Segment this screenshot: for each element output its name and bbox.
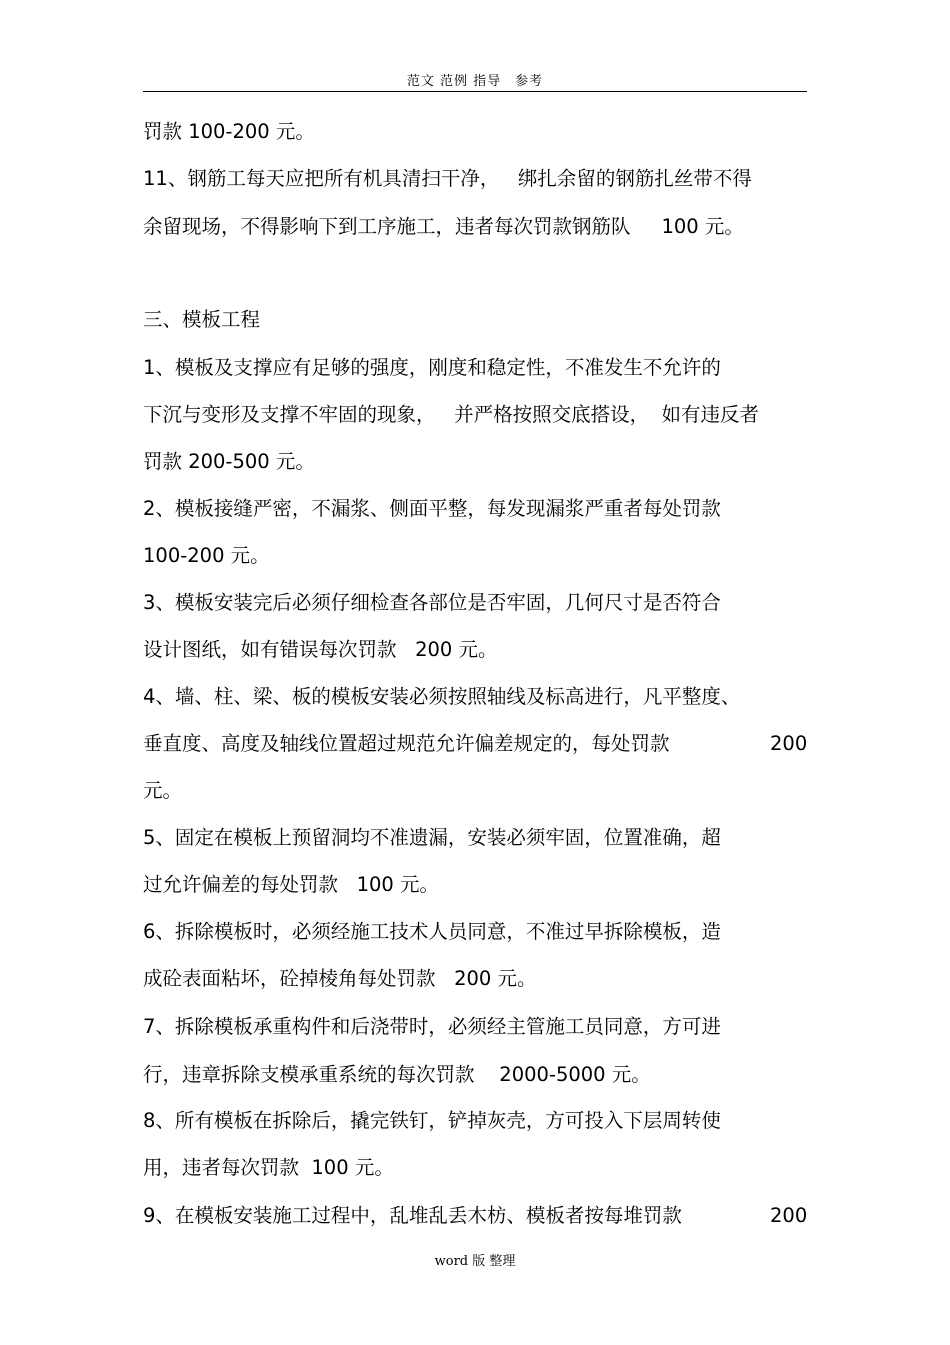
amount-value: 200 bbox=[770, 1204, 808, 1227]
text-line: 9、在模板安装施工过程中，乱堆乱丢木枋、模板者按每堆罚款 bbox=[143, 1204, 682, 1227]
text-line: 8、所有模板在拆除后，撬完铁钉，铲掉灰壳，方可投入下层周转使 bbox=[143, 1109, 721, 1132]
text-line: 2、模板接缝严密，不漏浆、侧面平整，每发现漏浆严重者每处罚款 bbox=[143, 497, 721, 520]
section-heading: 三、模板工程 bbox=[143, 308, 261, 331]
text-line: 设计图纸，如有错误每次罚款 200 元。 bbox=[143, 638, 498, 661]
text-line: 过允许偏差的每处罚款 100 元。 bbox=[143, 873, 440, 896]
text-line: 罚款 100-200 元。 bbox=[143, 120, 315, 143]
text-line: 1、模板及支撑应有足够的强度，刚度和稳定性，不准发生不允许的 bbox=[143, 356, 721, 379]
text-line: 行，违章拆除支模承重系统的每次罚款 2000-5000 元。 bbox=[143, 1063, 651, 1086]
text-line: 罚款 200-500 元。 bbox=[143, 450, 315, 473]
page-footer: word 版 整理 bbox=[434, 1254, 516, 1269]
text-line: 成砼表面粘坏，砼掉棱角每处罚款 200 元。 bbox=[143, 967, 537, 990]
text-line: 下沉与变形及支撑不牢固的现象， 并严格按照交底搭设， 如有违反者 bbox=[143, 403, 759, 426]
text-line: 7、拆除模板承重构件和后浇带时，必须经主管施工员同意，方可进 bbox=[143, 1015, 721, 1038]
text-line: 100-200 元。 bbox=[143, 544, 270, 567]
text-line: 余留现场，不得影响下到工序施工，违者每次罚款钢筋队 100 元。 bbox=[143, 215, 744, 238]
text-line: 4、墙、柱、梁、板的模板安装必须按照轴线及标高进行，凡平整度、 bbox=[143, 685, 741, 708]
text-line: 用，违者每次罚款 100 元。 bbox=[143, 1156, 394, 1179]
text-line: 元。 bbox=[143, 779, 183, 802]
text-line: 5、固定在模板上预留洞均不准遗漏，安装必须牢固，位置准确，超 bbox=[143, 826, 721, 849]
text-line: 11、钢筋工每天应把所有机具清扫干净， 绑扎余留的钢筋扎丝带不得 bbox=[143, 167, 752, 190]
page-header: 范文 范例 指导 参考 bbox=[406, 74, 544, 89]
header-divider bbox=[143, 91, 807, 92]
text-line: 3、模板安装完后必须仔细检查各部位是否牢固，几何尺寸是否符合 bbox=[143, 591, 721, 614]
text-line: 6、拆除模板时，必须经施工技术人员同意，不准过早拆除模板，造 bbox=[143, 920, 721, 943]
text-line: 垂直度、高度及轴线位置超过规范允许偏差规定的，每处罚款 bbox=[143, 732, 670, 755]
amount-value: 200 bbox=[770, 732, 808, 755]
